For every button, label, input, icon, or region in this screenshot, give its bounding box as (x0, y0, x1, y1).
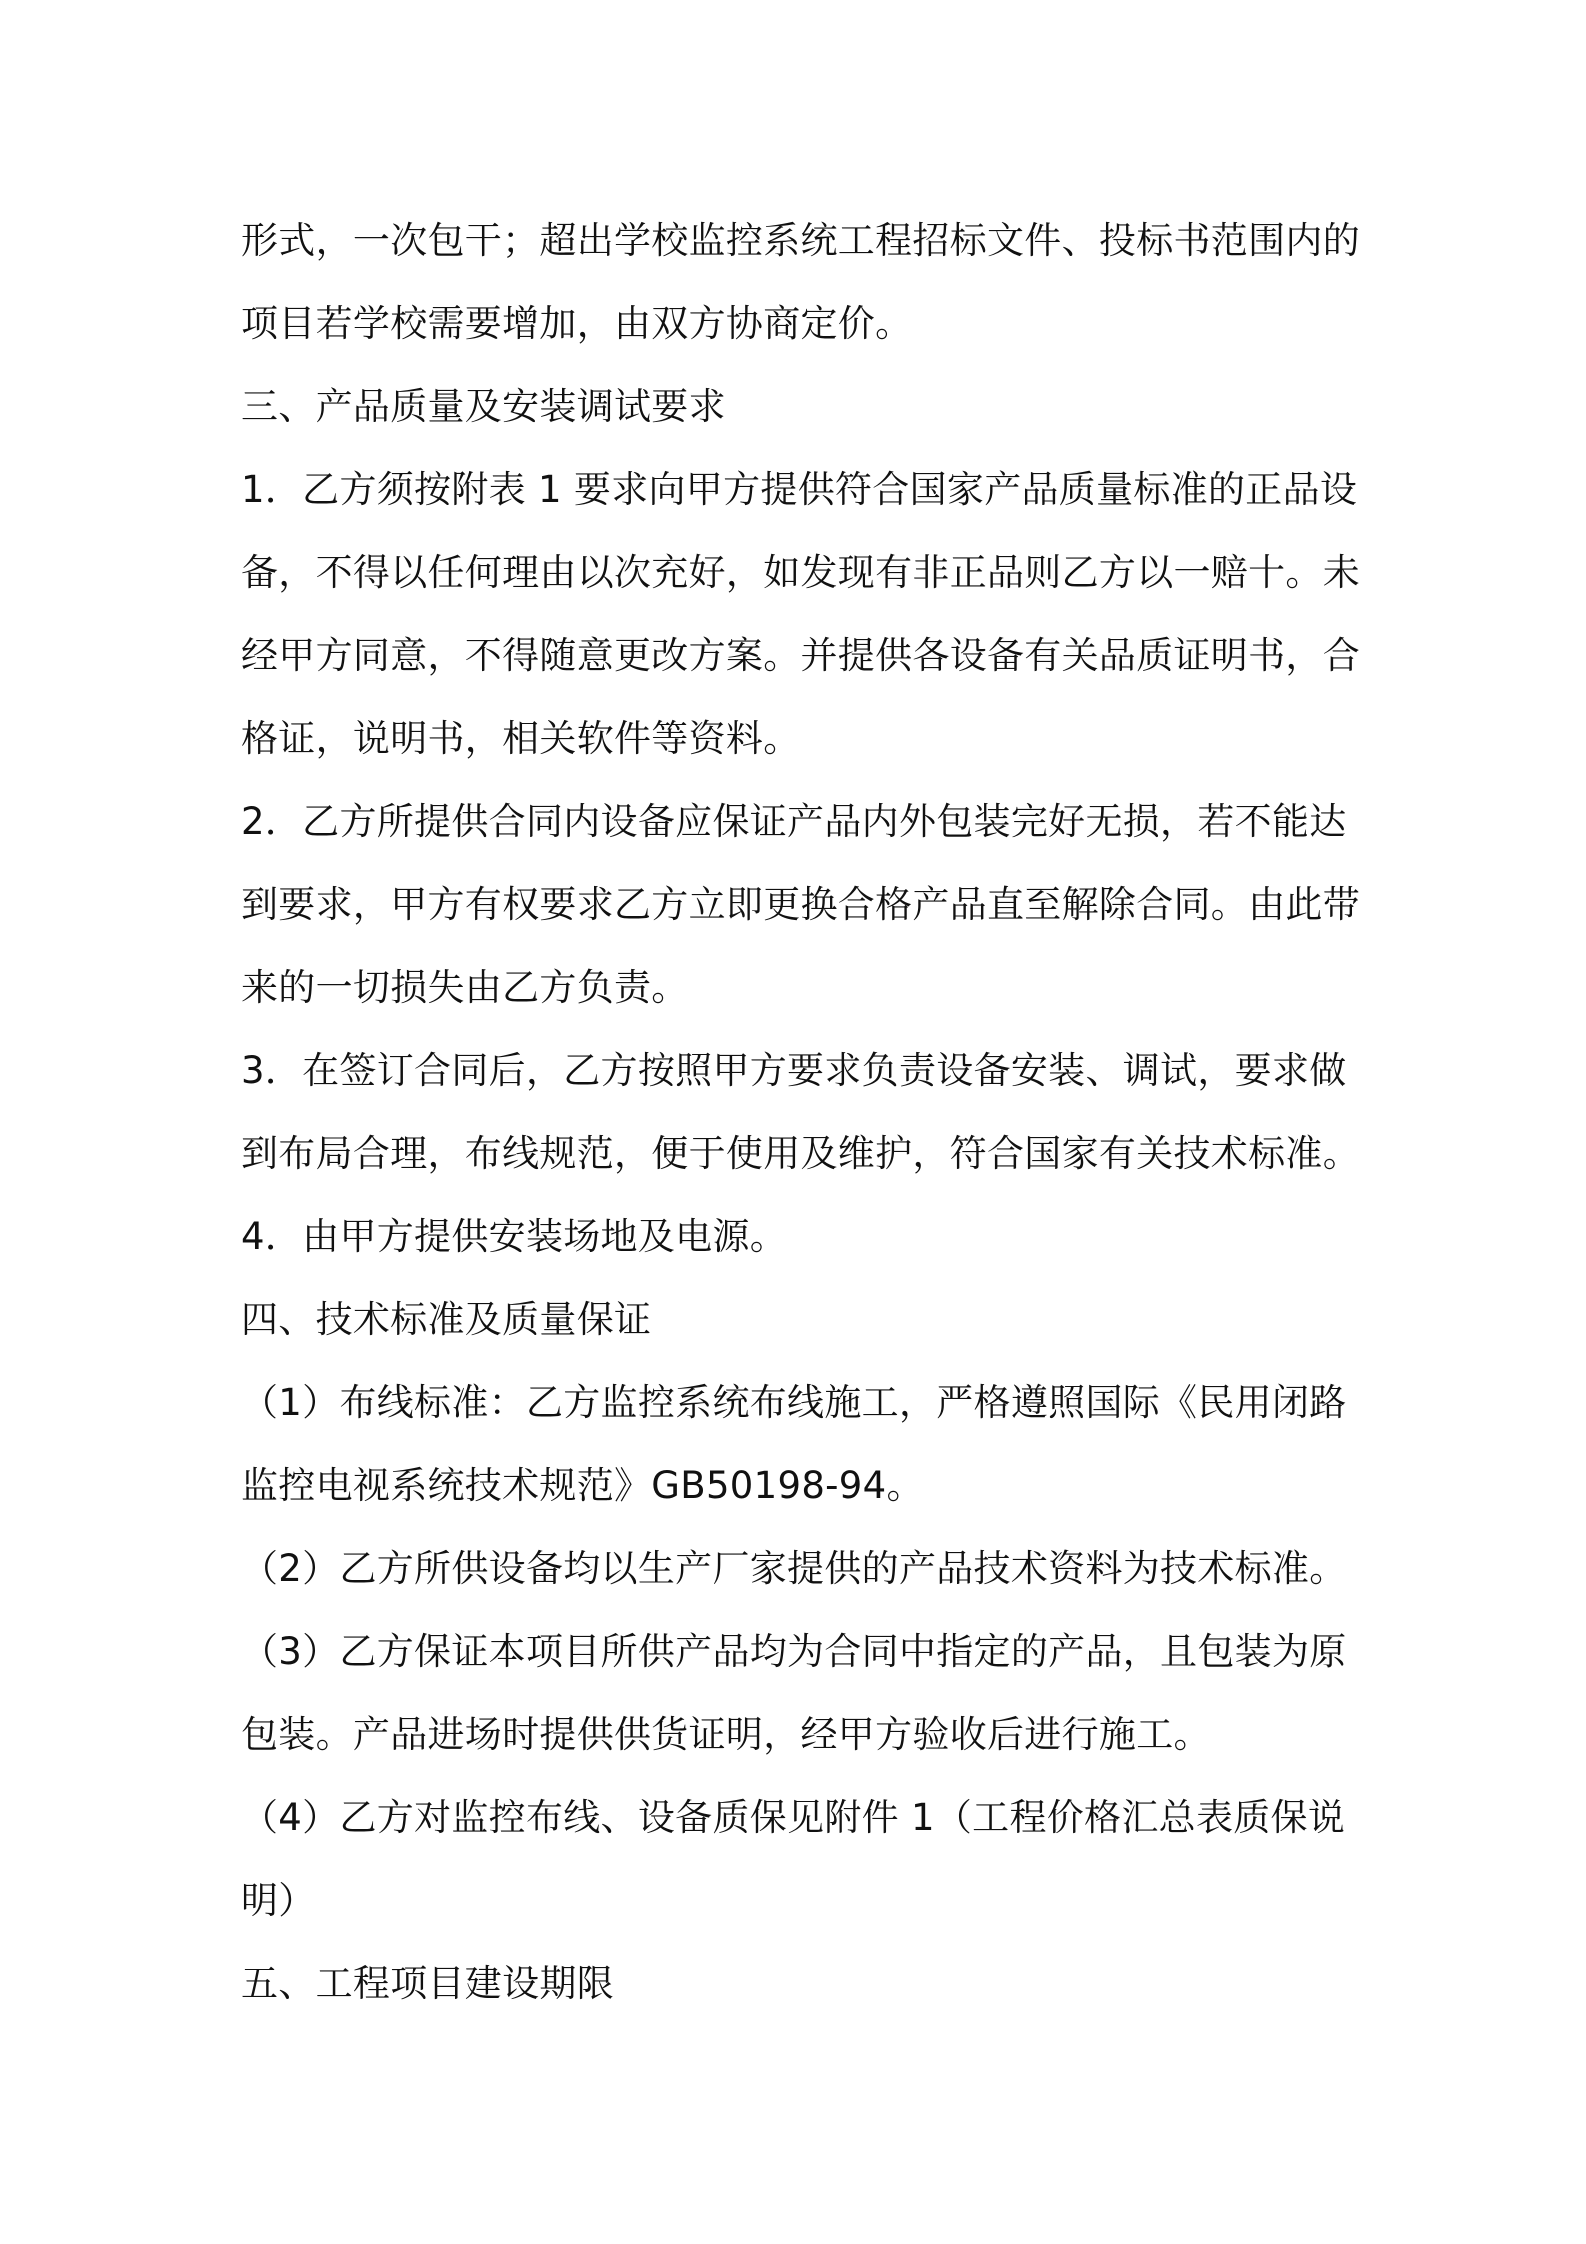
text-line: 包装。产品进场时提供供货证明，经甲方验收后进行施工。 (241, 1713, 1211, 1756)
text-line: 备，不得以任何理由以次充好，如发现有非正品则乙方以一赔十。未 (241, 551, 1360, 594)
text-line: 形式，一次包干；超出学校监控系统工程招标文件、投标书范围内的 (241, 219, 1360, 262)
text-line: 来的一切损失由乙方负责。 (241, 966, 689, 1009)
text-line: 明） (241, 1879, 316, 1922)
text-line: 格证，说明书，相关软件等资料。 (241, 717, 801, 760)
text-line: （2）乙方所供设备均以生产厂家提供的产品技术资料为技术标准。 (241, 1547, 1347, 1590)
document-body (241, 199, 1361, 2025)
section-heading: 四、技术标准及质量保证 (241, 1298, 652, 1341)
text-line: （1）布线标准：乙方监控系统布线施工，严格遵照国际《民用闭路 (241, 1381, 1347, 1424)
text-line: 1．乙方须按附表 1 要求向甲方提供符合国家产品质量标准的正品设 (241, 468, 1358, 511)
text-line: 经甲方同意，不得随意更改方案。并提供各设备有关品质证明书，合 (241, 634, 1360, 677)
text-line: 4．由甲方提供安装场地及电源。 (241, 1215, 788, 1258)
text-line: （4）乙方对监控布线、设备质保见附件 1（工程价格汇总表质保说 (241, 1796, 1346, 1839)
text-line: 2．乙方所提供合同内设备应保证产品内外包装完好无损，若不能达 (241, 800, 1347, 843)
section-heading: 五、工程项目建设期限 (241, 1962, 614, 2005)
text-line: （3）乙方保证本项目所供产品均为合同中指定的产品，且包装为原 (241, 1630, 1347, 1673)
section-heading: 三、产品质量及安装调试要求 (241, 385, 726, 428)
text-line: 3．在签订合同后，乙方按照甲方要求负责设备安装、调试，要求做 (241, 1049, 1347, 1092)
text-line: 到布局合理，布线规范，便于使用及维护，符合国家有关技术标准。 (241, 1132, 1360, 1175)
text-line: 项目若学校需要增加，由双方协商定价。 (241, 302, 913, 345)
text-line: 监控电视系统技术规范》GB50198-94。 (241, 1464, 924, 1507)
text-line: 到要求，甲方有权要求乙方立即更换合格产品直至解除合同。由此带 (241, 883, 1360, 926)
